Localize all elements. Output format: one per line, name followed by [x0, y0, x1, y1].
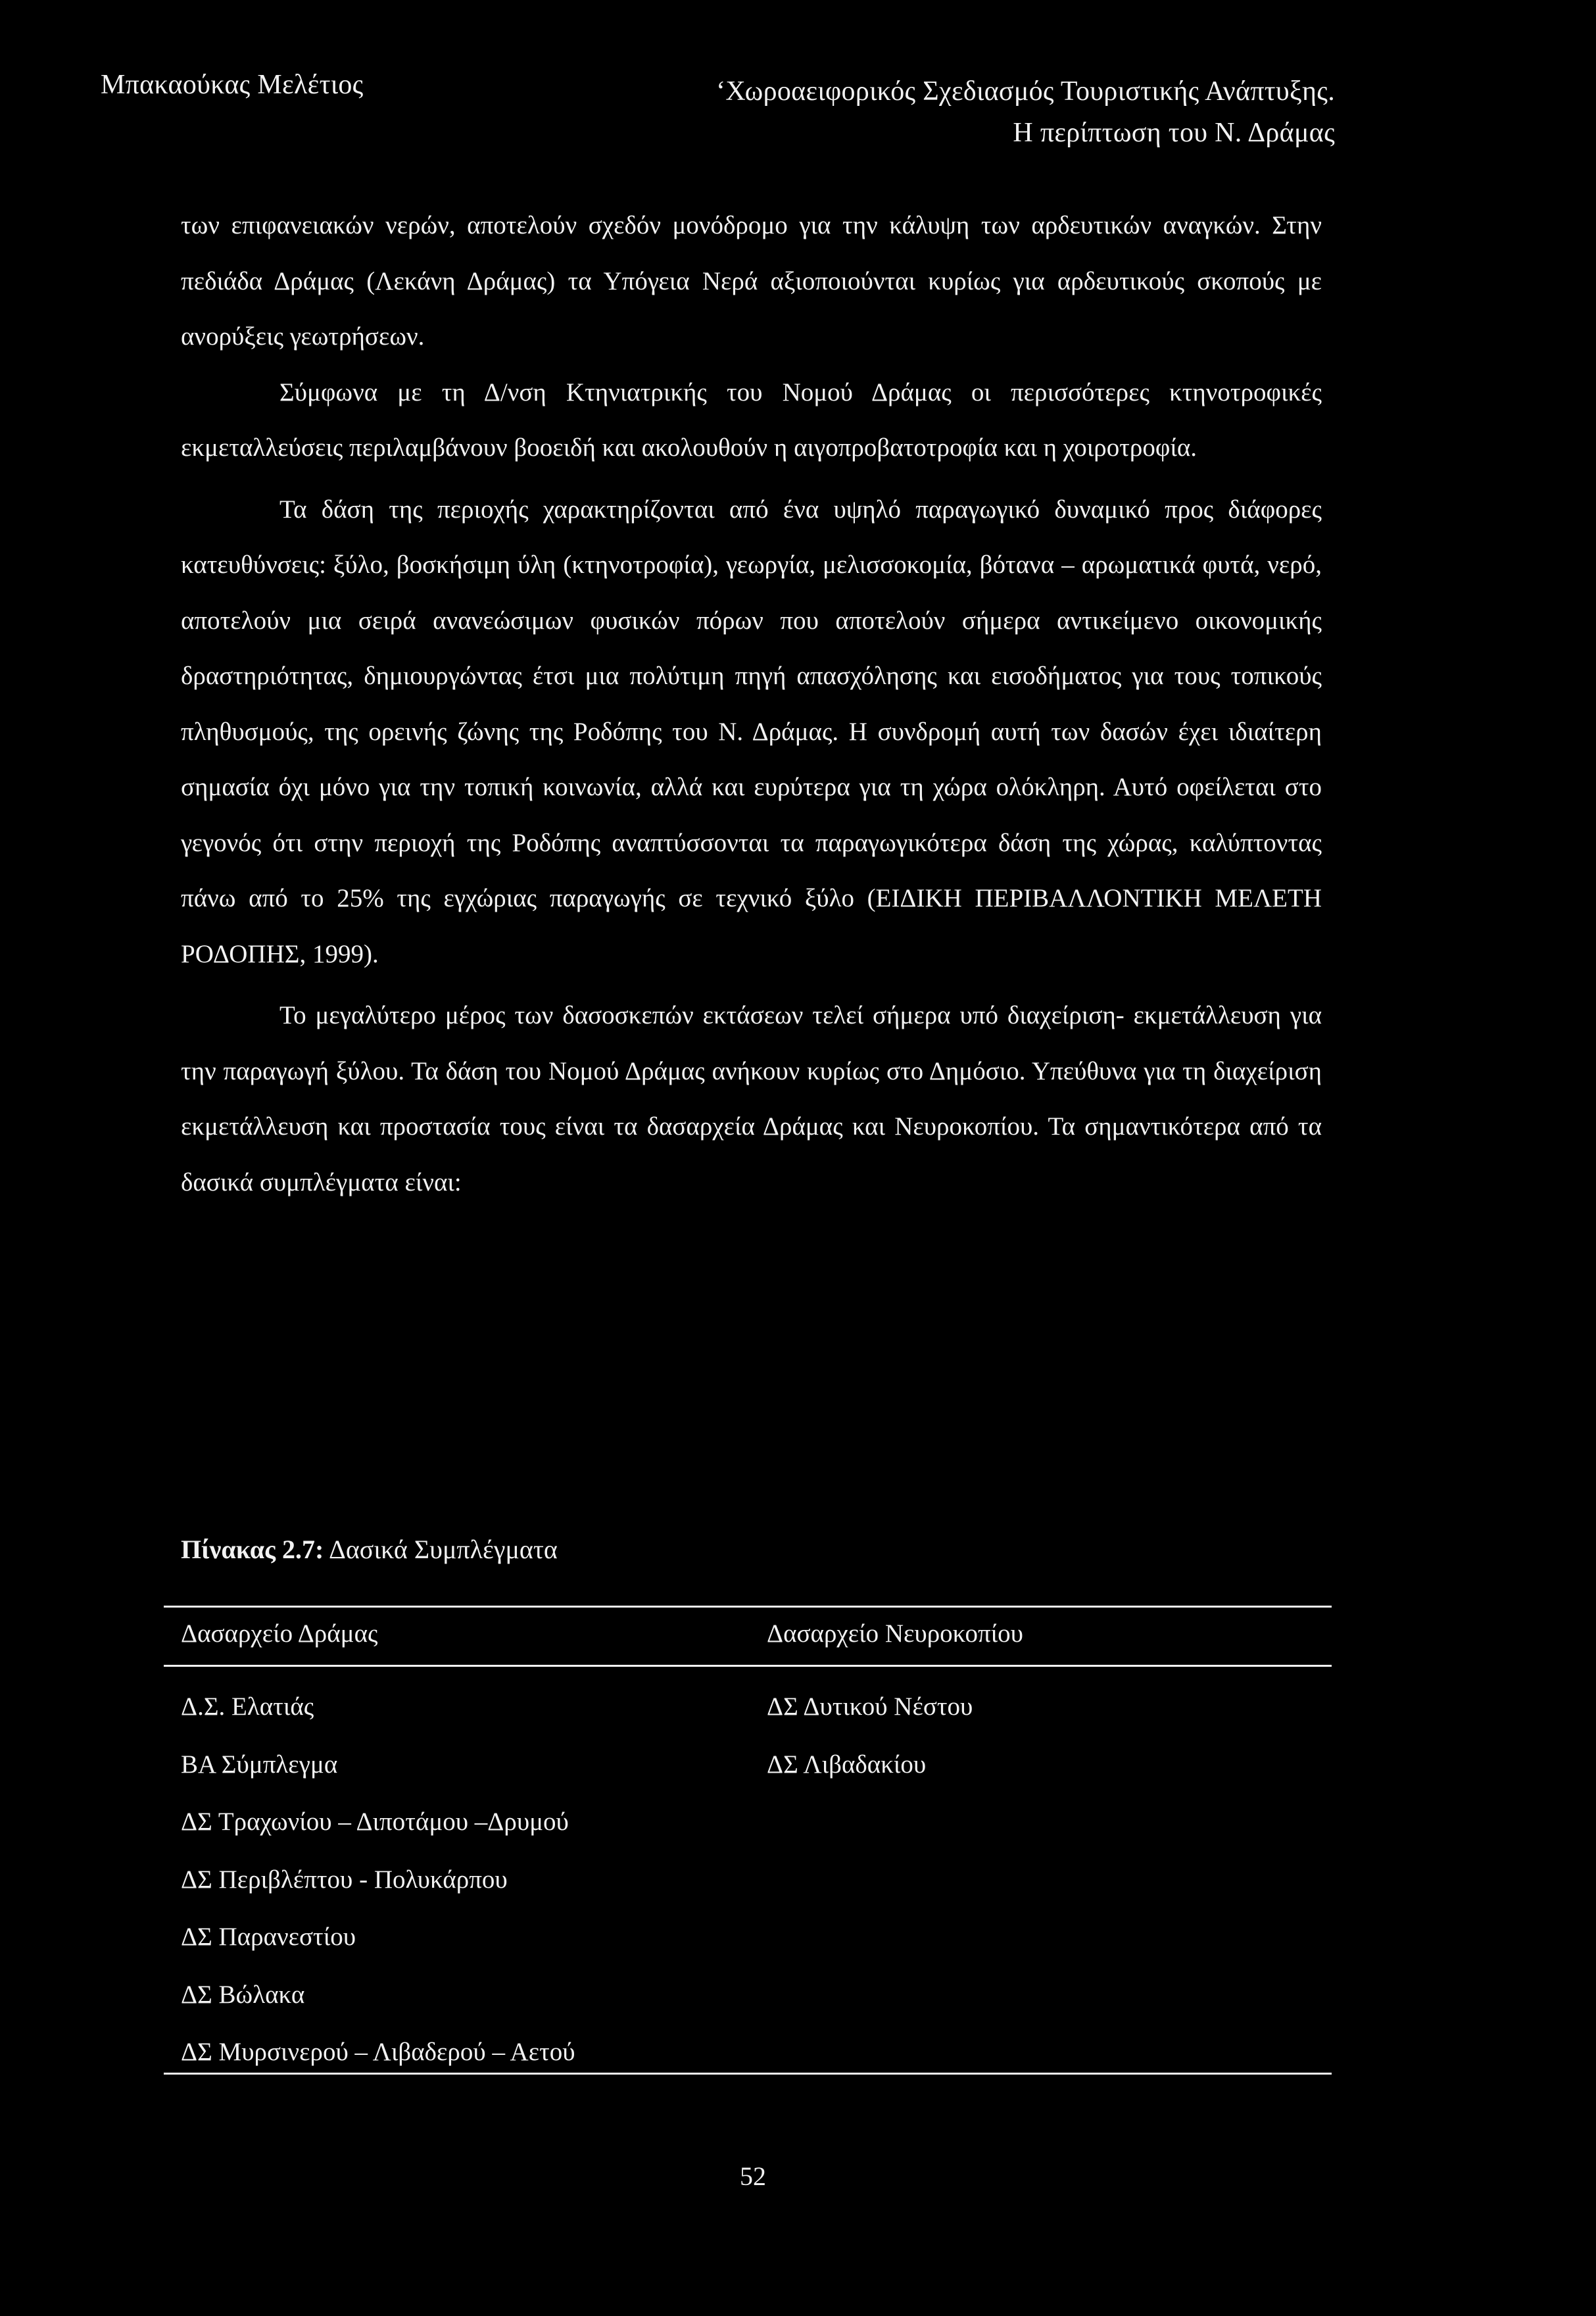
table-cell: ΔΣ Βώλακα: [181, 1980, 305, 2009]
table-cell: ΔΣ Παρανεστίου: [181, 1923, 356, 1951]
header-title-line-2: Η περίπτωση του Ν. Δράμας: [1013, 118, 1335, 148]
header-author: Μπακαούκας Μελέτιος: [101, 70, 364, 100]
table-cell: ΔΣ Περιβλέπτου - Πολυκάρπου: [181, 1865, 508, 1894]
paragraph-2: Σύμφωνα με τη Δ/νση Κτηνιατρικής του Νομού Δράμας οι περισσότερες κτηνοτροφικές εκμεταλλεύσεις περιλαμβάνουν βοοειδή και ακολουθούν η αιγοπροβατοτροφία και η χοιροτροφία.: [181, 378, 1322, 462]
table-cell: ΒΑ Σύμπλεγμα: [181, 1750, 338, 1779]
table-header-nevrokopi: Δασαρχείο Νευροκοπίου: [767, 1619, 1023, 1648]
table-cell: ΔΣ Λιβαδακίου: [767, 1750, 927, 1779]
table-caption: [181, 1537, 558, 1563]
table-bottom-rule: [164, 2073, 1332, 2075]
table-caption-label: Πίνακας 2.7:: [181, 1535, 324, 1564]
table-column-nevrokopi: [767, 1678, 973, 1793]
table-header-rule: [164, 1665, 1332, 1667]
header-title: [414, 71, 1335, 154]
table-cell: ΔΣ Δυτικού Νέστου: [767, 1692, 973, 1721]
paragraph-3: Τα δάση της περιοχής χαρακτηρίζονται από ένα υψηλό παραγωγικό δυναμικό προς διάφορες κατευθύνσεις: ξύλο, βοσκήσιμη ύλη (κτηνοτροφία), γεωργία, μελισσοκομία, βότανα – αρωματικά φυτά, νερό, αποτελούν μια σειρά ανανεώσιμων φυσικών πόρων που αποτελούν σήμερα αντικείμενο οικονομικής δραστηριότητας, δημιουργώντας έτσι μια πολύτιμη πηγή απασχόλησης και εισοδήματος για τους τοπικούς πληθυσμούς, της ορεινής ζώνης της Ροδόπης του Ν. Δράμας. Η συνδρομή αυτή των δασών έχει ιδιαίτερη σημασία όχι μόνο για την τοπική κοινωνία, αλλά και ευρύτερα για τη χώρα ολόκληρη. Αυτό οφείλεται στο γεγονός ότι στην περιοχή της Ροδόπης αναπτύσσονται τα παραγωγικότερα δάση της χώρας, καλύπτοντας πάνω από το 25% της εγχώριας παραγωγής σε τεχνικό ξύλο (ΕΙΔΙΚΗ ΠΕΡΙΒΑΛΛΟΝΤΙΚΗ ΜΕΛΕΤΗ ΡΟΔΟΠΗΣ, 1999).: [181, 495, 1322, 968]
table-header-drama: Δασαρχείο Δράμας: [181, 1619, 378, 1648]
paragraph-4: Το μεγαλύτερο μέρος των δασοσκεπών εκτάσεων τελεί σήμερα υπό διαχείριση- εκμετάλλευση για την παραγωγή ξύλου. Τα δάση του Νομού Δράμας ανήκουν κυρίως στο Δημόσιο. Υπεύθυνα για τη διαχείριση εκμετάλλευση και προστασία τους είναι τα δασαρχεία Δράμας και Νευροκοπίου. Τα σημαντικότερα από τα δασικά συμπλέγματα είναι:: [181, 1001, 1322, 1196]
header-title-line-1: ‘Χωροαειφορικός Σχεδιασμός Τουριστικής Ανάπτυξης.: [716, 76, 1335, 107]
table-cell: ΔΣ Μυρσινερού – Λιβαδερού – Αετού: [181, 2038, 575, 2066]
table-column-drama: [181, 1678, 575, 2081]
body-text: [181, 198, 1322, 1210]
page-number: 52: [740, 2161, 766, 2191]
table-cell: Δ.Σ. Ελατιάς: [181, 1692, 314, 1721]
table-cell: ΔΣ Τραχωνίου – Διποτάμου –Δρυμού: [181, 1808, 569, 1836]
paragraph-1: των επιφανειακών νερών, αποτελούν σχεδόν μονόδρομο για την κάλυψη των αρδευτικών αναγκών. Στην πεδιάδα Δράμας (Λεκάνη Δράμας) τα Υπόγεια Νερά αξιοποιούνται κυρίως για αρδευτικούς σκοπούς με ανορύξεις γεωτρήσεων.: [181, 211, 1322, 351]
table-top-rule: [164, 1606, 1332, 1608]
table-caption-text: Δασικά Συμπλέγματα: [324, 1535, 558, 1564]
